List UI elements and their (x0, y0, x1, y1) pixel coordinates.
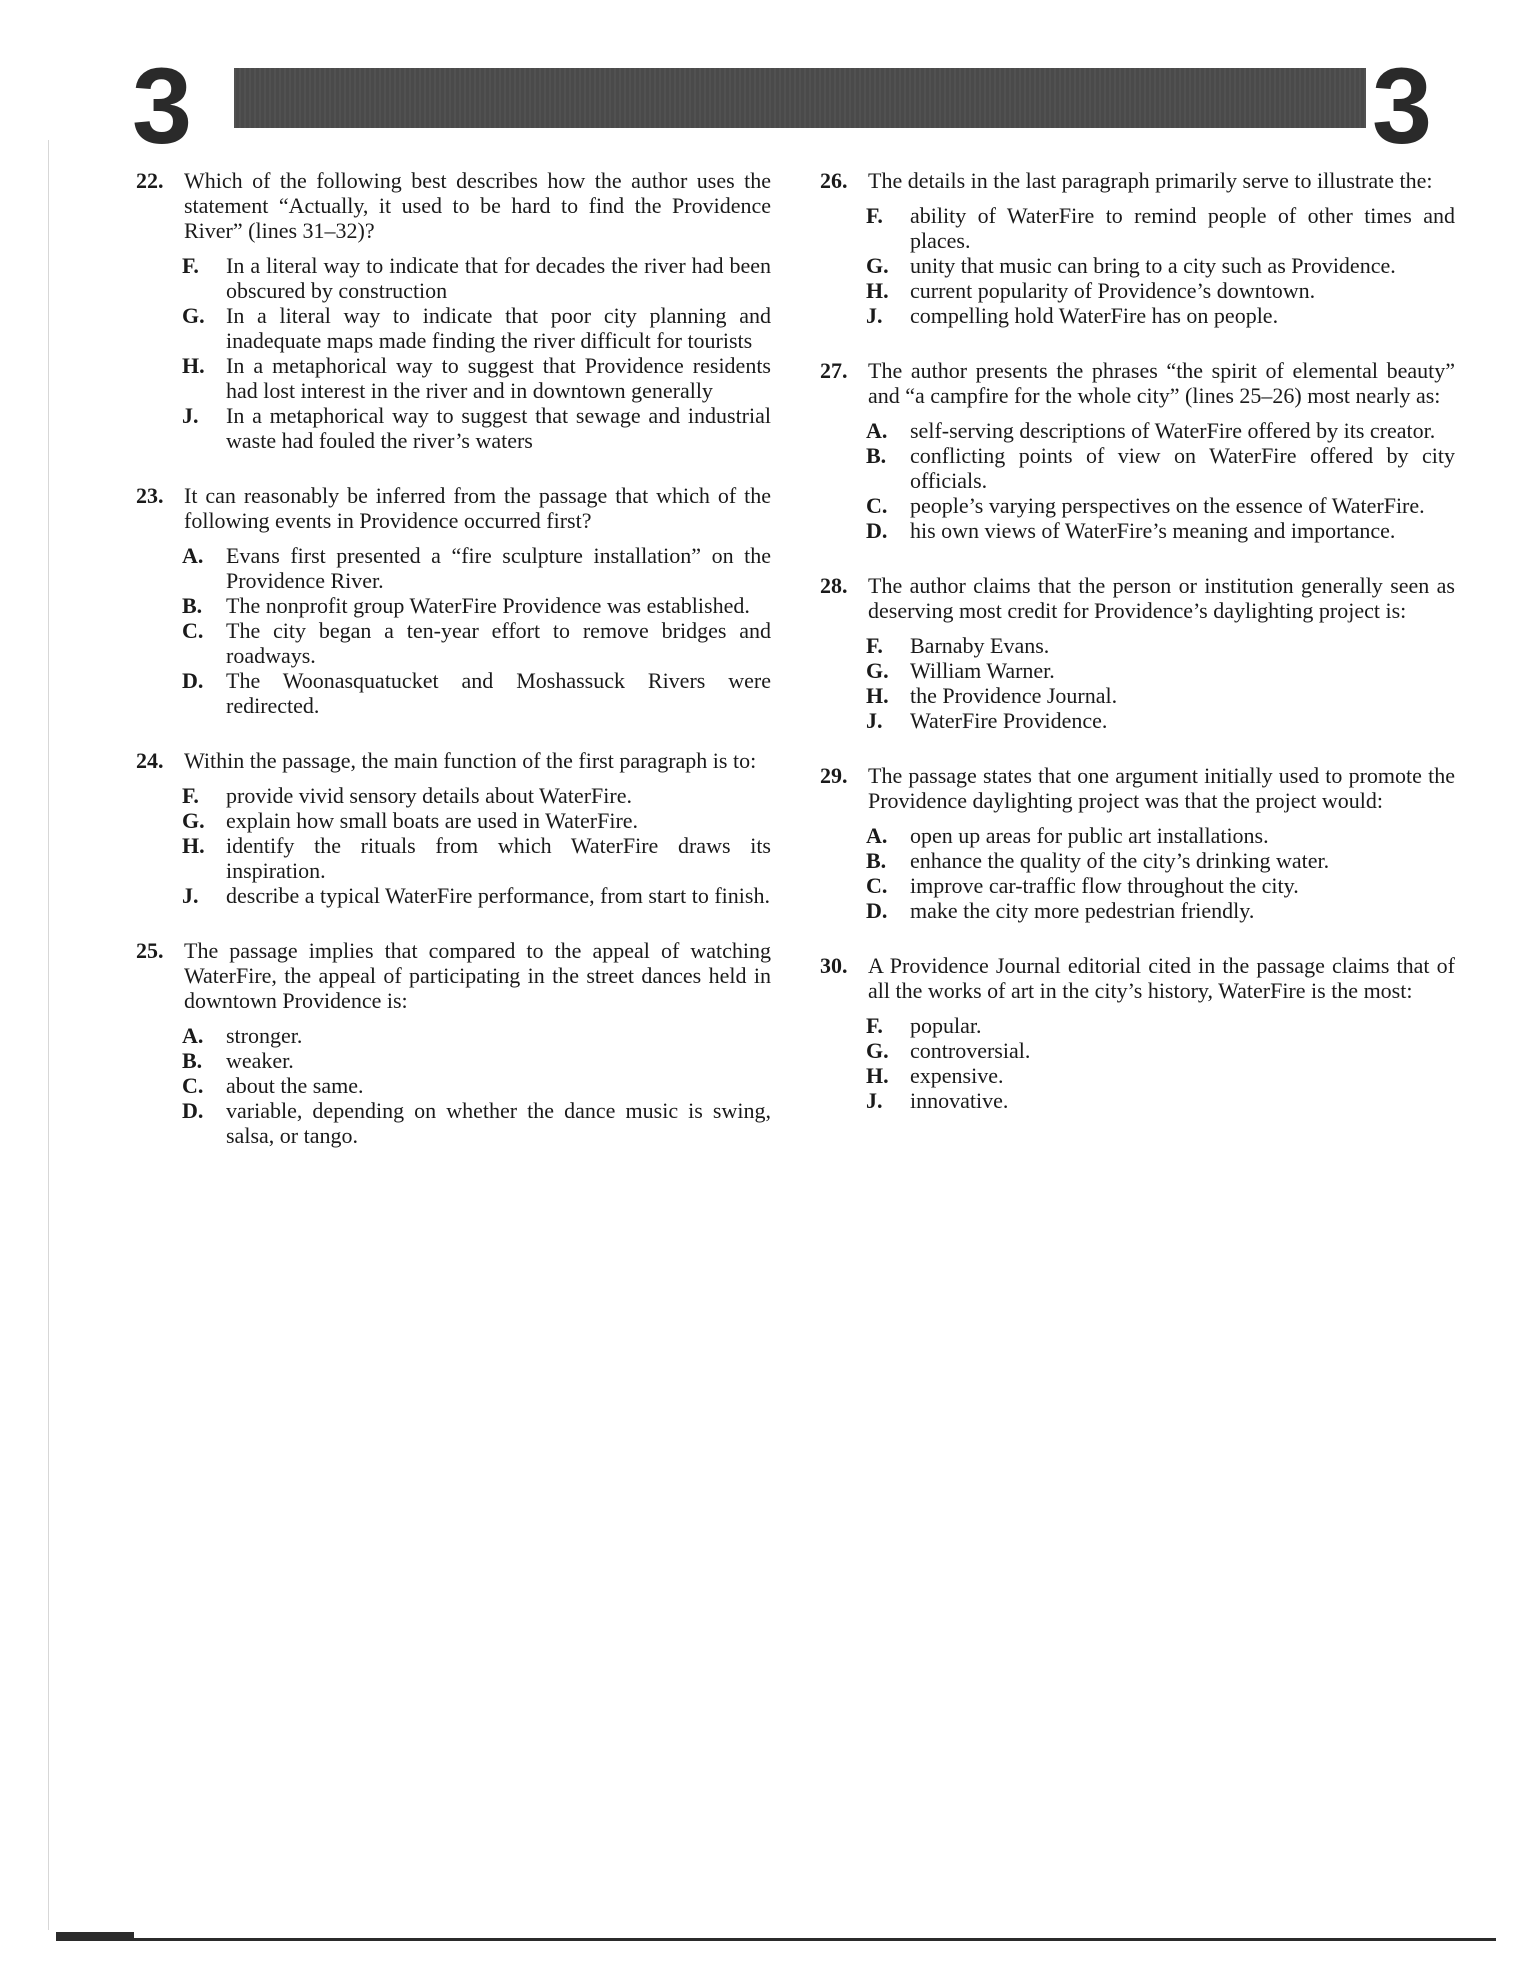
answer-option (866, 443, 1455, 493)
option-text: unity that music can bring to a city such as Providence. (910, 253, 1396, 278)
question-number: 22. (136, 168, 164, 193)
option-letter: F. (866, 633, 883, 658)
question-number: 24. (136, 748, 164, 773)
answer-option (866, 823, 1455, 848)
option-letter: F. (866, 203, 883, 228)
option-letter: G. (182, 303, 205, 328)
question-text: Which of the following best describes how the author uses the statement “Actually, it used to be hard to find the Providence River” (lines 31–32)? (184, 168, 771, 243)
answer-option (866, 848, 1455, 873)
option-text: weaker. (226, 1048, 294, 1073)
answer-option (182, 1048, 771, 1073)
option-letter: F. (182, 783, 199, 808)
question-number: 25. (136, 938, 164, 963)
answer-option (182, 403, 771, 453)
option-text: expensive. (910, 1063, 1004, 1088)
option-letter: C. (182, 1073, 204, 1098)
answer-option (182, 593, 771, 618)
option-letter: G. (866, 658, 889, 683)
answer-option (866, 418, 1455, 443)
question-text: The details in the last paragraph primarily serve to illustrate the: (868, 168, 1433, 193)
option-text: improve car-traffic flow throughout the city. (910, 873, 1299, 898)
question-30 (820, 953, 1455, 1113)
option-text: enhance the quality of the city’s drinking water. (910, 848, 1330, 873)
option-text: Barnaby Evans. (910, 633, 1050, 658)
answer-option (866, 708, 1455, 733)
option-letter: F. (866, 1013, 883, 1038)
question-text: It can reasonably be inferred from the passage that which of the following events in Providence occurred first? (184, 483, 771, 533)
question-23 (136, 483, 771, 718)
option-text: about the same. (226, 1073, 364, 1098)
section-number-right: 3 (1372, 45, 1433, 166)
answer-option (866, 683, 1455, 708)
option-letter: B. (182, 593, 203, 618)
option-text: conflicting points of view on WaterFire offered by city officials. (910, 443, 1455, 493)
answer-option (866, 633, 1455, 658)
answer-option (866, 898, 1455, 923)
answer-option (182, 303, 771, 353)
left-column (136, 168, 771, 1178)
option-letter: C. (866, 873, 888, 898)
question-number: 30. (820, 953, 848, 978)
question-29 (820, 763, 1455, 923)
answer-option (866, 873, 1455, 898)
answer-option (182, 883, 771, 908)
answer-options (820, 1013, 1455, 1113)
option-letter: A. (866, 823, 888, 848)
answer-option (182, 808, 771, 833)
option-letter: D. (182, 1098, 204, 1123)
option-text: William Warner. (910, 658, 1055, 683)
question-27 (820, 358, 1455, 543)
question-number: 28. (820, 573, 848, 598)
option-letter: F. (182, 253, 199, 278)
answer-options (820, 203, 1455, 328)
option-letter: G. (182, 808, 205, 833)
question-stem (136, 483, 771, 533)
answer-option (182, 1073, 771, 1098)
option-letter: D. (866, 898, 888, 923)
option-text: the Providence Journal. (910, 683, 1118, 708)
answer-option (866, 1038, 1455, 1063)
option-text: current popularity of Providence’s downtown. (910, 278, 1316, 303)
question-stem (820, 953, 1455, 1003)
option-text: In a literal way to indicate that for decades the river had been obscured by construction (226, 253, 771, 303)
scan-edge-line (48, 140, 49, 1930)
answer-option (866, 518, 1455, 543)
answer-option (866, 278, 1455, 303)
question-stem (820, 168, 1455, 193)
option-letter: H. (866, 683, 889, 708)
question-text: The author presents the phrases “the spirit of elemental beauty” and “a campfire for the whole city” (lines 25–26) most nearly as: (868, 358, 1455, 408)
option-text: identify the rituals from which WaterFire draws its inspiration. (226, 833, 771, 883)
option-letter: H. (866, 278, 889, 303)
option-text: self-serving descriptions of WaterFire offered by its creator. (910, 418, 1436, 443)
option-letter: G. (866, 1038, 889, 1063)
option-text: describe a typical WaterFire performance, from start to finish. (226, 883, 770, 908)
option-text: compelling hold WaterFire has on people. (910, 303, 1279, 328)
option-letter: H. (182, 833, 205, 858)
option-letter: C. (182, 618, 204, 643)
option-letter: A. (182, 1023, 204, 1048)
question-stem (136, 748, 771, 773)
answer-option (866, 493, 1455, 518)
answer-option (866, 303, 1455, 328)
option-letter: A. (182, 543, 204, 568)
answer-option (866, 658, 1455, 683)
option-text: The Woonasquatucket and Moshassuck Rivers were redirected. (226, 668, 771, 718)
option-text: provide vivid sensory details about WaterFire. (226, 783, 632, 808)
option-text: explain how small boats are used in WaterFire. (226, 808, 639, 833)
option-text: In a metaphorical way to suggest that sewage and industrial waste had fouled the river’s waters (226, 403, 771, 453)
answer-option (182, 543, 771, 593)
answer-option (182, 668, 771, 718)
answer-option (182, 833, 771, 883)
option-text: innovative. (910, 1088, 1009, 1113)
answer-options (136, 253, 771, 453)
question-24 (136, 748, 771, 908)
option-letter: J. (866, 708, 883, 733)
answer-option (866, 253, 1455, 278)
question-number: 29. (820, 763, 848, 788)
option-letter: J. (182, 403, 199, 428)
answer-option (182, 783, 771, 808)
answer-option (182, 353, 771, 403)
answer-option (866, 1013, 1455, 1038)
option-letter: H. (866, 1063, 889, 1088)
answer-options (136, 783, 771, 908)
option-text: people’s varying perspectives on the essence of WaterFire. (910, 493, 1425, 518)
answer-option (182, 253, 771, 303)
answer-options (136, 543, 771, 718)
answer-option (182, 1023, 771, 1048)
answer-options (820, 418, 1455, 543)
section-header-bar (234, 68, 1366, 128)
question-22 (136, 168, 771, 453)
option-letter: C. (866, 493, 888, 518)
option-letter: A. (866, 418, 888, 443)
option-text: The nonprofit group WaterFire Providence was established. (226, 593, 750, 618)
question-28 (820, 573, 1455, 733)
option-letter: G. (866, 253, 889, 278)
option-text: WaterFire Providence. (910, 708, 1108, 733)
question-stem (136, 168, 771, 243)
right-column (820, 168, 1455, 1143)
option-text: variable, depending on whether the dance music is swing, salsa, or tango. (226, 1098, 771, 1148)
question-number: 23. (136, 483, 164, 508)
option-letter: J. (182, 883, 199, 908)
question-text: Within the passage, the main function of the first paragraph is to: (184, 748, 757, 773)
question-stem (136, 938, 771, 1013)
option-letter: D. (182, 668, 204, 693)
option-letter: B. (866, 443, 887, 468)
answer-options (820, 823, 1455, 923)
question-number: 27. (820, 358, 848, 383)
answer-option (182, 618, 771, 668)
answer-option (182, 1098, 771, 1148)
question-stem (820, 358, 1455, 408)
section-number-left: 3 (132, 45, 193, 166)
question-text: The passage states that one argument initially used to promote the Providence daylighting project was that the project would: (868, 763, 1455, 813)
option-letter: J. (866, 303, 883, 328)
option-text: stronger. (226, 1023, 303, 1048)
question-text: The author claims that the person or institution generally seen as deserving most credit for Providence’s daylighting project is: (868, 573, 1455, 623)
option-text: ability of WaterFire to remind people of other times and places. (910, 203, 1455, 253)
option-text: In a metaphorical way to suggest that Providence residents had lost interest in the river and in downtown generally (226, 353, 771, 403)
question-number: 26. (820, 168, 848, 193)
option-letter: D. (866, 518, 888, 543)
option-text: The city began a ten-year effort to remove bridges and roadways. (226, 618, 771, 668)
option-text: popular. (910, 1013, 982, 1038)
answer-option (866, 1063, 1455, 1088)
question-stem (820, 573, 1455, 623)
question-text: A Providence Journal editorial cited in the passage claims that of all the works of art in the city’s history, WaterFire is the most: (868, 953, 1455, 1003)
question-text: The passage implies that compared to the appeal of watching WaterFire, the appeal of participating in the street dances held in downtown Providence is: (184, 938, 771, 1013)
option-text: Evans first presented a “fire sculpture installation” on the Providence River. (226, 543, 771, 593)
answer-options (136, 1023, 771, 1148)
option-text: In a literal way to indicate that poor city planning and inadequate maps made finding the river difficult for tourists (226, 303, 771, 353)
option-text: controversial. (910, 1038, 1031, 1063)
option-text: his own views of WaterFire’s meaning and importance. (910, 518, 1396, 543)
answer-options (820, 633, 1455, 733)
option-letter: J. (866, 1088, 883, 1113)
answer-option (866, 203, 1455, 253)
option-text: open up areas for public art installations. (910, 823, 1269, 848)
footer-rule (56, 1938, 1496, 1941)
option-letter: B. (182, 1048, 203, 1073)
question-26 (820, 168, 1455, 328)
answer-option (866, 1088, 1455, 1113)
question-25 (136, 938, 771, 1148)
option-letter: B. (866, 848, 887, 873)
question-stem (820, 763, 1455, 813)
option-text: make the city more pedestrian friendly. (910, 898, 1255, 923)
option-letter: H. (182, 353, 205, 378)
